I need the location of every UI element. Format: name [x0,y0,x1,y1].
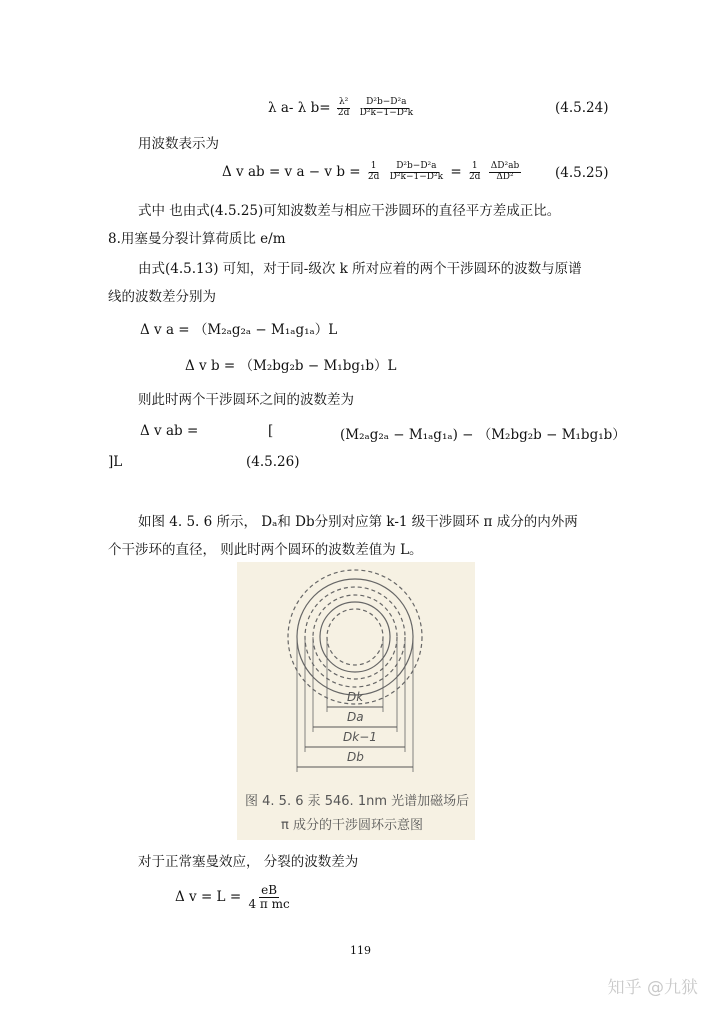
equation-number: (4.5.25) [555,165,609,181]
text-line: 个干涉环的直径， 则此时两个圆环的波数差值为 L。 [108,542,423,558]
equation-delta-vab-lhs: Δ v ab = [140,423,199,439]
text-line: 式中 也由式(4.5.25)可知波数差与相应干涉圆环的直径平方差成正比。 [138,203,561,219]
text-line: 用波数表示为 [138,136,219,152]
text-line: 由式(4.5.13) 可知，对于同-级次 k 所对应着的两个干涉圆环的波数与原谱 [138,261,582,277]
ring-da-dashed [313,595,397,679]
fraction: $\frac{\text{D²b−D²a}}{\text{D²k−1−D²k}}$ [359,97,414,118]
label-db: Db [347,750,364,764]
text-line: 线的波数差分别为 [108,289,216,305]
text-line: 对于正常塞曼效应， 分裂的波数差为 [138,854,359,870]
label-dk: Dk [347,690,364,704]
equation-delta-vb: Δ v b = （M₂bg₂b − M₁bg₁b）L [185,358,397,374]
figure-caption-line1: 图 4. 5. 6 汞 546. 1nm 光谱加磁场后 [245,794,470,809]
fraction: $\frac{eB}{\text{4 π mc}}$ [248,883,290,912]
equation-4-5-25 [222,162,522,183]
equation-number: (4.5.24) [555,100,609,116]
equals: = [450,163,462,180]
figure-caption-line2: π 成分的干涉圆环示意图 [281,818,423,833]
ring-outer-dashed [288,570,422,704]
text-line: 则此时两个干涉圆环之间的波数差为 [138,392,354,408]
figure-interference-rings [237,562,475,840]
label-dk-1: Dk−1 [343,730,377,744]
equation-4-5-24 [268,98,416,119]
equation-delta-vab-rhs: (M₂ₐg₂ₐ − M₁ₐg₁ₐ) − （M₂bg₂b − M₁bg₁b） [340,427,626,443]
rings [288,570,422,704]
equation-tail: ]L [108,454,123,470]
label-da: Da [347,710,364,724]
watermark: 知乎 @九狱 [607,978,698,998]
fraction: $\frac{\text{D²b−D²a}}{\text{D²k−1−D²k}}$ [389,161,444,182]
fraction: $\frac{1}{2d}$ [468,161,481,182]
ring-db [297,579,413,695]
equation-delta-va: Δ v a = （M₂ₐg₂ₐ − M₁ₐg₁ₐ）L [140,322,338,338]
equation-bracket: [ [268,423,274,439]
text-line: 如图 4. 5. 6 所示， Dₐ和 Db分别对应第 k-1 级干涉圆环 π 成分的内外两 [138,514,578,530]
ring-dk [327,609,383,665]
page-number: 119 [350,944,371,957]
fraction: $\frac{\text{ΔD²ab}}{\text{ΔD²}}$ [490,161,520,182]
equation-number: (4.5.26) [246,454,300,470]
fraction: $\frac{1}{2d}$ [367,161,380,182]
section-heading: 8.用塞曼分裂计算荷质比 e/m [108,231,286,247]
eq-lhs: Δ v ab = v a − v b = [222,163,361,180]
fraction: $\frac{\text{λ²}}{2d}$ [337,97,350,118]
equation-final [175,884,293,911]
eq-lhs: Δ v = L = [175,889,242,906]
ring-da [320,602,390,672]
eq-lhs: λ a- λ b= [268,99,331,116]
